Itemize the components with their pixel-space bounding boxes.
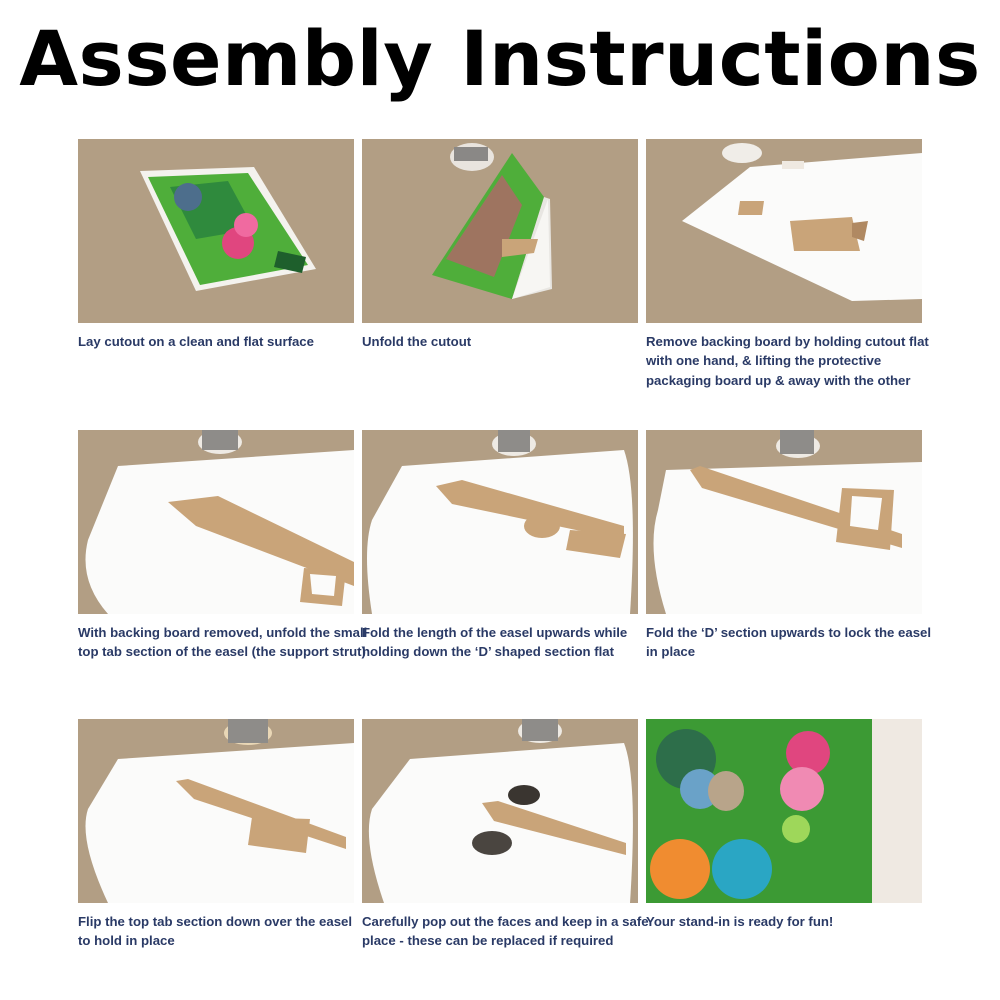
step-7-photo <box>78 719 354 903</box>
page-title: Assembly Instructions <box>19 14 981 103</box>
step-1-caption: Lay cutout on a clean and flat surface <box>78 334 314 349</box>
step-7-caption: Flip the top tab section down over the easel to hold in place <box>78 914 353 949</box>
step-3-caption: Remove backing board by holding cutout flat with one hand, & lifting the protective packaging board up & away with the other <box>646 334 929 388</box>
step-4-caption: With backing board removed, unfold the small top tab section of the easel (the support strut) <box>78 625 368 660</box>
step-6-caption: Fold the ‘D’ section upwards to lock the easel in place <box>646 625 932 660</box>
step-3 <box>646 139 929 390</box>
step-9-photo <box>646 719 922 903</box>
step-2-photo <box>362 139 638 323</box>
step-8-caption: Carefully pop out the faces and keep in a safe place - these can be replaced if required <box>362 914 649 949</box>
step-6-photo <box>646 430 922 614</box>
step-6 <box>646 430 932 662</box>
step-9-caption: Your stand-in is ready for fun! <box>646 914 834 929</box>
step-4-photo <box>78 430 354 614</box>
step-5-photo <box>362 430 638 614</box>
step-4 <box>78 430 368 662</box>
step-2-caption: Unfold the cutout <box>362 334 472 349</box>
step-2 <box>362 139 638 351</box>
step-1 <box>78 139 354 351</box>
step-3-photo <box>646 139 922 323</box>
step-9 <box>646 719 922 931</box>
step-8-photo <box>362 719 638 903</box>
step-7 <box>78 719 354 951</box>
step-1-photo <box>78 139 354 323</box>
step-8 <box>362 719 649 951</box>
step-5-caption: Fold the length of the easel upwards while holding down the ‘D’ shaped section flat <box>362 625 628 660</box>
step-5 <box>362 430 638 662</box>
